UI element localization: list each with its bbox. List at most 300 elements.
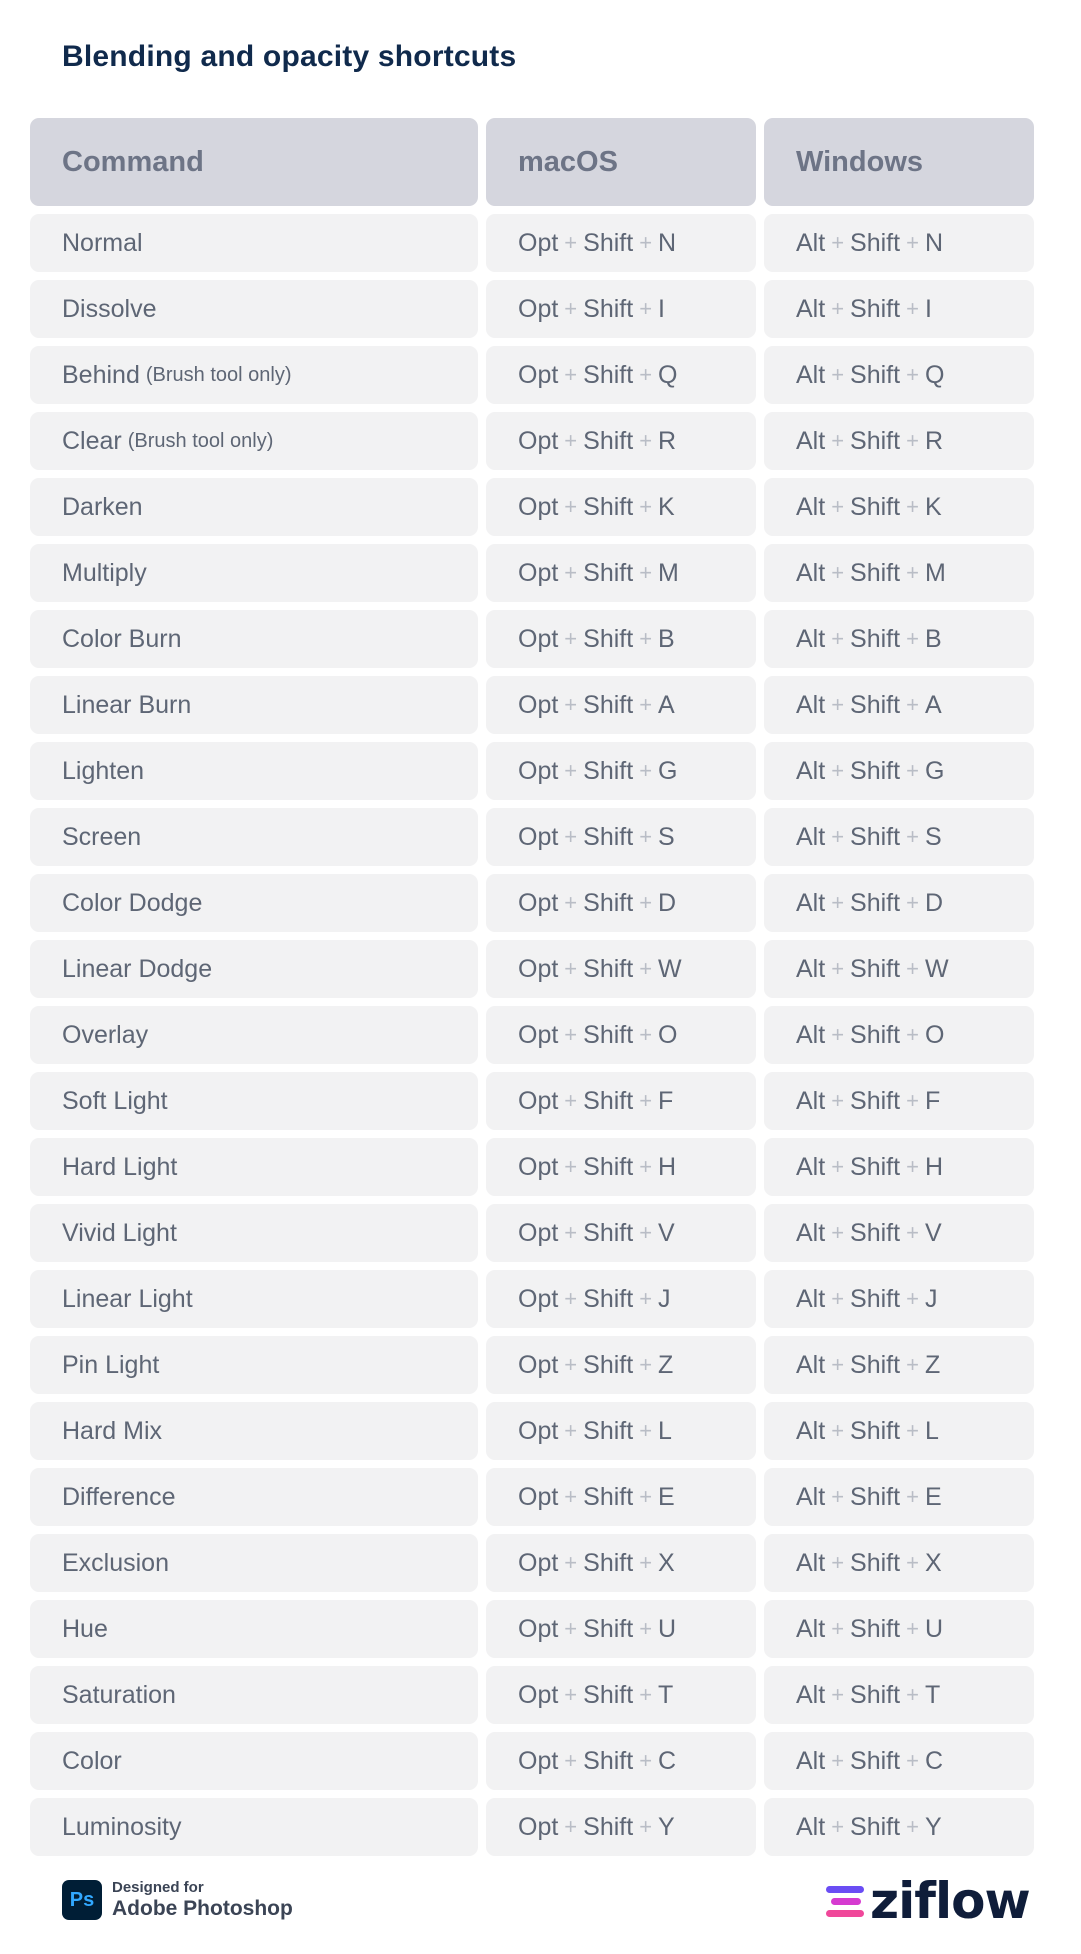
shortcut-key: Opt xyxy=(518,822,559,851)
command-cell xyxy=(30,1666,478,1724)
command-cell xyxy=(30,478,478,536)
shortcut-key: Opt xyxy=(518,756,559,785)
table-row xyxy=(30,1600,1051,1658)
macos-shortcut-cell xyxy=(486,610,756,668)
shortcut-key: D xyxy=(924,888,943,917)
plus-separator: + xyxy=(639,428,653,453)
windows-shortcut-cell xyxy=(764,1336,1034,1394)
command-cell xyxy=(30,1534,478,1592)
plus-separator: + xyxy=(639,1550,653,1575)
plus-separator: + xyxy=(639,1616,653,1641)
command-label: Pin Light xyxy=(62,1350,160,1379)
plus-separator: + xyxy=(906,758,919,783)
shortcut-key: Opt xyxy=(518,294,559,323)
shortcut-key: Shift xyxy=(850,1680,901,1709)
plus-separator: + xyxy=(639,692,653,717)
command-cell xyxy=(30,610,478,668)
plus-separator: + xyxy=(564,824,578,849)
plus-separator: + xyxy=(906,1088,919,1113)
shortcut-key: Opt xyxy=(518,1614,559,1643)
shortcut-key: Alt xyxy=(796,1812,826,1841)
plus-separator: + xyxy=(906,1022,919,1047)
plus-separator: + xyxy=(564,1484,578,1509)
shortcut-key: V xyxy=(658,1218,675,1247)
shortcut-key: Shift xyxy=(583,1020,634,1049)
shortcut-key: Opt xyxy=(518,1416,559,1445)
plus-separator: + xyxy=(564,1616,578,1641)
plus-separator: + xyxy=(639,1748,653,1773)
plus-separator: + xyxy=(831,758,845,783)
macos-shortcut-cell xyxy=(486,808,756,866)
shortcut-key: Alt xyxy=(796,1614,826,1643)
table-row xyxy=(30,808,1051,866)
command-cell xyxy=(30,1732,478,1790)
table-row xyxy=(30,1798,1051,1856)
shortcut-key: X xyxy=(658,1548,675,1577)
command-label: Multiply xyxy=(62,558,147,587)
plus-separator: + xyxy=(639,626,653,651)
shortcut-key: Opt xyxy=(518,1680,559,1709)
plus-separator: + xyxy=(831,1088,845,1113)
plus-separator: + xyxy=(639,560,653,585)
plus-separator: + xyxy=(831,1550,845,1575)
plus-separator: + xyxy=(564,1550,578,1575)
shortcut-key: S xyxy=(924,822,942,851)
plus-separator: + xyxy=(564,1088,578,1113)
plus-separator: + xyxy=(639,1220,653,1245)
windows-shortcut-cell xyxy=(764,1138,1034,1196)
command-cell xyxy=(30,1204,478,1262)
shortcut-key: Alt xyxy=(796,228,826,257)
windows-shortcut-cell xyxy=(764,346,1034,404)
shortcut-key: Shift xyxy=(583,294,634,323)
table-row xyxy=(30,544,1051,602)
shortcut-key: Opt xyxy=(518,1218,559,1247)
command-cell xyxy=(30,1402,478,1460)
shortcut-key: Shift xyxy=(850,1020,901,1049)
shortcut-key: Alt xyxy=(796,1020,826,1049)
shortcut-key: Alt xyxy=(796,426,826,455)
plus-separator: + xyxy=(906,1484,919,1509)
shortcut-key: L xyxy=(924,1416,939,1445)
shortcut-key: Shift xyxy=(583,1284,634,1313)
macos-shortcut-cell xyxy=(486,1006,756,1064)
command-cell xyxy=(30,940,478,998)
plus-separator: + xyxy=(564,1286,578,1311)
command-label: Overlay xyxy=(62,1020,149,1049)
shortcut-key: A xyxy=(924,690,942,719)
macos-shortcut-cell xyxy=(486,478,756,536)
shortcut-key: T xyxy=(658,1680,674,1709)
command-cell xyxy=(30,1798,478,1856)
table-row xyxy=(30,1270,1051,1328)
shortcut-key: G xyxy=(924,756,945,785)
shortcut-key: Shift xyxy=(850,1284,901,1313)
command-label: Normal xyxy=(62,228,143,257)
shortcut-key: W xyxy=(924,954,949,983)
macos-shortcut-cell xyxy=(486,1468,756,1526)
windows-shortcut-cell xyxy=(764,1204,1034,1262)
windows-shortcut-cell xyxy=(764,1468,1034,1526)
command-label: Color xyxy=(62,1746,122,1775)
shortcut-key: Shift xyxy=(850,822,901,851)
shortcut-key: Shift xyxy=(850,228,901,257)
table-row xyxy=(30,1072,1051,1130)
command-cell xyxy=(30,280,478,338)
macos-shortcut-cell xyxy=(486,1666,756,1724)
plus-separator: + xyxy=(831,428,845,453)
macos-shortcut-cell xyxy=(486,346,756,404)
windows-shortcut-cell xyxy=(764,1600,1034,1658)
shortcut-key: Shift xyxy=(583,1482,634,1511)
table-row xyxy=(30,1336,1051,1394)
shortcut-key: I xyxy=(658,294,665,323)
shortcut-key: H xyxy=(924,1152,943,1181)
command-cell xyxy=(30,676,478,734)
shortcut-key: N xyxy=(658,228,677,257)
designed-for-label: Designed for xyxy=(112,1879,204,1897)
plus-separator: + xyxy=(564,1814,578,1839)
macos-shortcut-cell xyxy=(486,412,756,470)
command-cell xyxy=(30,874,478,932)
plus-separator: + xyxy=(906,824,919,849)
command-label: Behind xyxy=(62,360,140,389)
shortcut-key: Shift xyxy=(850,1218,901,1247)
command-label: Lighten xyxy=(62,756,145,785)
shortcut-key: Shift xyxy=(850,1614,901,1643)
shortcut-key: Q xyxy=(658,360,678,389)
shortcut-key: Shift xyxy=(583,228,634,257)
shortcut-key: Shift xyxy=(583,1350,634,1379)
shortcut-key: Opt xyxy=(518,954,559,983)
plus-separator: + xyxy=(906,1814,919,1839)
shortcut-key: Z xyxy=(924,1350,941,1379)
plus-separator: + xyxy=(831,1352,845,1377)
shortcut-key: Shift xyxy=(583,492,634,521)
shortcut-key: Alt xyxy=(796,1746,826,1775)
plus-separator: + xyxy=(564,1748,578,1773)
shortcut-key: Shift xyxy=(583,690,634,719)
plus-separator: + xyxy=(831,1286,845,1311)
plus-separator: + xyxy=(639,494,653,519)
table-row xyxy=(30,676,1051,734)
shortcut-key: I xyxy=(924,294,932,323)
shortcut-key: X xyxy=(924,1548,942,1577)
shortcut-key: L xyxy=(658,1416,672,1445)
shortcut-key: Opt xyxy=(518,492,559,521)
command-label: Soft Light xyxy=(62,1086,168,1115)
command-cell xyxy=(30,346,478,404)
shortcut-key: Opt xyxy=(518,888,559,917)
header-macos: macOS xyxy=(486,118,756,206)
shortcut-key: Opt xyxy=(518,1812,559,1841)
plus-separator: + xyxy=(831,1748,845,1773)
macos-shortcut-cell xyxy=(486,1534,756,1592)
macos-shortcut-cell xyxy=(486,1270,756,1328)
plus-separator: + xyxy=(639,1682,653,1707)
table-row xyxy=(30,412,1051,470)
windows-shortcut-cell xyxy=(764,1798,1034,1856)
shortcut-key: Shift xyxy=(850,888,901,917)
shortcut-key: B xyxy=(658,624,675,653)
macos-shortcut-cell xyxy=(486,280,756,338)
command-label: Linear Light xyxy=(62,1284,193,1313)
table-header-row xyxy=(30,118,1051,206)
command-cell xyxy=(30,1600,478,1658)
shortcut-key: S xyxy=(658,822,675,851)
shortcut-key: Opt xyxy=(518,426,559,455)
shortcut-key: Alt xyxy=(796,1416,826,1445)
shortcut-key: Shift xyxy=(850,624,901,653)
table-row xyxy=(30,1138,1051,1196)
command-label: Exclusion xyxy=(62,1548,169,1577)
plus-separator: + xyxy=(831,692,845,717)
plus-separator: + xyxy=(564,692,578,717)
command-label: Hard Mix xyxy=(62,1416,163,1445)
shortcut-key: Shift xyxy=(583,1680,634,1709)
plus-separator: + xyxy=(906,1154,919,1179)
shortcut-key: B xyxy=(924,624,942,653)
shortcut-key: Shift xyxy=(583,1812,634,1841)
windows-shortcut-cell xyxy=(764,280,1034,338)
macos-shortcut-cell xyxy=(486,1798,756,1856)
shortcut-key: Alt xyxy=(796,888,826,917)
command-label: Hard Light xyxy=(62,1152,178,1181)
shortcut-key: Alt xyxy=(796,294,826,323)
shortcut-key: Shift xyxy=(850,1482,901,1511)
table-row xyxy=(30,1402,1051,1460)
plus-separator: + xyxy=(564,956,578,981)
shortcut-key: Q xyxy=(924,360,945,389)
plus-separator: + xyxy=(831,1682,845,1707)
plus-separator: + xyxy=(639,230,653,255)
shortcut-key: K xyxy=(924,492,942,521)
macos-shortcut-cell xyxy=(486,214,756,272)
plus-separator: + xyxy=(906,560,919,585)
table-row xyxy=(30,214,1051,272)
windows-shortcut-cell xyxy=(764,1534,1034,1592)
plus-separator: + xyxy=(906,1682,919,1707)
shortcut-key: Alt xyxy=(796,756,826,785)
shortcut-key: Opt xyxy=(518,558,559,587)
windows-shortcut-cell xyxy=(764,610,1034,668)
table-row xyxy=(30,940,1051,998)
plus-separator: + xyxy=(831,296,845,321)
shortcut-key: V xyxy=(924,1218,942,1247)
shortcut-key: Shift xyxy=(583,1218,634,1247)
macos-shortcut-cell xyxy=(486,742,756,800)
command-cell xyxy=(30,808,478,866)
plus-separator: + xyxy=(906,1352,919,1377)
plus-separator: + xyxy=(906,626,919,651)
shortcut-key: Opt xyxy=(518,690,559,719)
plus-separator: + xyxy=(564,1154,578,1179)
plus-separator: + xyxy=(906,1550,919,1575)
plus-separator: + xyxy=(906,956,919,981)
command-cell xyxy=(30,742,478,800)
plus-separator: + xyxy=(564,230,578,255)
shortcut-key: Shift xyxy=(583,1614,634,1643)
plus-separator: + xyxy=(639,1814,653,1839)
shortcut-key: H xyxy=(658,1152,677,1181)
table-row xyxy=(30,1534,1051,1592)
plus-separator: + xyxy=(831,494,845,519)
shortcut-key: Alt xyxy=(796,1284,826,1313)
table-row xyxy=(30,1006,1051,1064)
shortcut-key: Alt xyxy=(796,1350,826,1379)
shortcut-key: Shift xyxy=(850,690,901,719)
command-label: Saturation xyxy=(62,1680,176,1709)
shortcut-key: E xyxy=(924,1482,942,1511)
plus-separator: + xyxy=(831,1814,845,1839)
windows-shortcut-cell xyxy=(764,544,1034,602)
shortcut-key: Alt xyxy=(796,1218,826,1247)
plus-separator: + xyxy=(639,1484,653,1509)
shortcut-key: Shift xyxy=(850,426,901,455)
ziflow-mark-icon xyxy=(826,1880,866,1922)
plus-separator: + xyxy=(906,362,919,387)
macos-shortcut-cell xyxy=(486,1402,756,1460)
plus-separator: + xyxy=(564,758,578,783)
shortcut-key: Shift xyxy=(583,426,634,455)
plus-separator: + xyxy=(831,560,845,585)
header-command: Command xyxy=(30,118,478,206)
table-row xyxy=(30,742,1051,800)
plus-separator: + xyxy=(564,428,578,453)
command-label: Dissolve xyxy=(62,294,157,323)
windows-shortcut-cell xyxy=(764,940,1034,998)
shortcut-key: Z xyxy=(658,1350,674,1379)
table-row xyxy=(30,610,1051,668)
plus-separator: + xyxy=(831,1022,845,1047)
shortcut-key: Shift xyxy=(850,360,901,389)
plus-separator: + xyxy=(564,1418,578,1443)
command-label: Screen xyxy=(62,822,142,851)
shortcut-key: Opt xyxy=(518,360,559,389)
windows-shortcut-cell xyxy=(764,214,1034,272)
plus-separator: + xyxy=(831,1418,845,1443)
shortcut-key: Alt xyxy=(796,1482,826,1511)
shortcut-key: J xyxy=(658,1284,671,1313)
plus-separator: + xyxy=(564,1220,578,1245)
macos-shortcut-cell xyxy=(486,544,756,602)
table-row xyxy=(30,1204,1051,1262)
command-label: Vivid Light xyxy=(62,1218,177,1247)
windows-shortcut-cell xyxy=(764,808,1034,866)
shortcut-key: Shift xyxy=(583,624,634,653)
ziflow-logo xyxy=(826,1872,1030,1930)
windows-shortcut-cell xyxy=(764,874,1034,932)
plus-separator: + xyxy=(639,956,653,981)
designed-for-photoshop xyxy=(62,1880,293,1920)
header-windows: Windows xyxy=(764,118,1034,206)
windows-shortcut-cell xyxy=(764,1006,1034,1064)
plus-separator: + xyxy=(639,362,653,387)
table-row xyxy=(30,280,1051,338)
plus-separator: + xyxy=(906,296,919,321)
plus-separator: + xyxy=(639,1088,653,1113)
ziflow-wordmark: ziflow xyxy=(870,1872,1030,1930)
command-label: Color Burn xyxy=(62,624,182,653)
plus-separator: + xyxy=(639,758,653,783)
plus-separator: + xyxy=(564,296,578,321)
command-label: Linear Burn xyxy=(62,690,192,719)
shortcut-key: Shift xyxy=(850,294,901,323)
windows-shortcut-cell xyxy=(764,1402,1034,1460)
shortcut-key: Opt xyxy=(518,1350,559,1379)
shortcut-key: Shift xyxy=(583,1548,634,1577)
shortcut-key: Alt xyxy=(796,1548,826,1577)
shortcut-key: Shift xyxy=(583,558,634,587)
plus-separator: + xyxy=(639,296,653,321)
shortcut-key: Shift xyxy=(583,756,634,785)
macos-shortcut-cell xyxy=(486,1600,756,1658)
shortcut-key: Opt xyxy=(518,1746,559,1775)
shortcut-key: Shift xyxy=(583,1086,634,1115)
shortcut-key: Shift xyxy=(850,1086,901,1115)
plus-separator: + xyxy=(831,626,845,651)
shortcut-key: Shift xyxy=(850,492,901,521)
plus-separator: + xyxy=(906,1286,919,1311)
plus-separator: + xyxy=(564,362,578,387)
shortcut-key: E xyxy=(658,1482,675,1511)
shortcut-key: A xyxy=(658,690,675,719)
shortcut-key: U xyxy=(658,1614,677,1643)
shortcut-key: Opt xyxy=(518,1548,559,1577)
command-label: Difference xyxy=(62,1482,176,1511)
plus-separator: + xyxy=(906,890,919,915)
macos-shortcut-cell xyxy=(486,874,756,932)
shortcut-key: Shift xyxy=(850,1350,901,1379)
windows-shortcut-cell xyxy=(764,478,1034,536)
shortcut-key: R xyxy=(658,426,677,455)
windows-shortcut-cell xyxy=(764,412,1034,470)
plus-separator: + xyxy=(906,494,919,519)
shortcut-key: Shift xyxy=(583,1416,634,1445)
command-note: (Brush tool only) xyxy=(127,429,274,452)
shortcut-key: Alt xyxy=(796,690,826,719)
table-body xyxy=(30,214,1051,1856)
shortcut-key: Opt xyxy=(518,1152,559,1181)
plus-separator: + xyxy=(639,1022,653,1047)
plus-separator: + xyxy=(831,956,845,981)
plus-separator: + xyxy=(831,1154,845,1179)
shortcut-key: Shift xyxy=(850,558,901,587)
shortcut-key: Opt xyxy=(518,1482,559,1511)
plus-separator: + xyxy=(564,1352,578,1377)
shortcut-key: Shift xyxy=(583,888,634,917)
shortcut-key: J xyxy=(924,1284,938,1313)
table-row xyxy=(30,874,1051,932)
command-cell xyxy=(30,412,478,470)
shortcut-key: W xyxy=(658,954,682,983)
shortcut-key: Shift xyxy=(583,1746,634,1775)
shortcut-key: Shift xyxy=(850,1152,901,1181)
plus-separator: + xyxy=(639,1352,653,1377)
shortcut-key: Alt xyxy=(796,1086,826,1115)
windows-shortcut-cell xyxy=(764,676,1034,734)
windows-shortcut-cell xyxy=(764,742,1034,800)
command-label: Color Dodge xyxy=(62,888,203,917)
command-label: Luminosity xyxy=(62,1812,182,1841)
shortcut-key: C xyxy=(658,1746,677,1775)
command-cell xyxy=(30,1468,478,1526)
shortcuts-table xyxy=(30,118,1051,1864)
plus-separator: + xyxy=(639,1154,653,1179)
macos-shortcut-cell xyxy=(486,1732,756,1790)
command-cell xyxy=(30,1006,478,1064)
command-cell xyxy=(30,1336,478,1394)
